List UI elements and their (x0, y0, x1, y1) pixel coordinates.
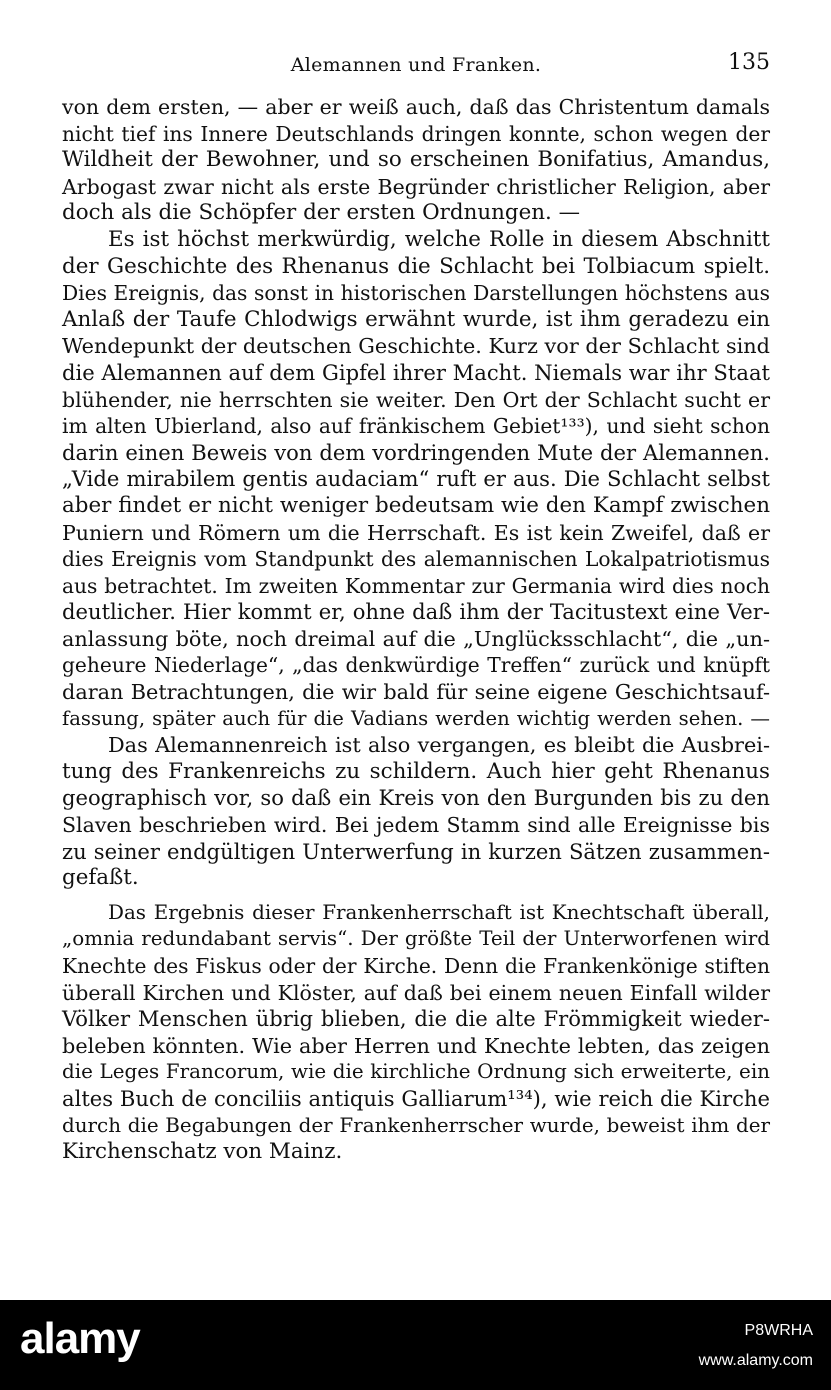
text-line: „Vide mirabilem gentis audaciam“ ruft er aus. Die Schlacht selbst (62, 466, 770, 492)
text-line: Arbogast zwar nicht als erste Begründer christlicher Religion, aber (62, 174, 770, 199)
text-line: doch als die Schöpfer der ersten Ordnungen. — (62, 200, 581, 226)
watermark-url: www.alamy.com (698, 1352, 813, 1369)
text-line: Es ist höchst merkwürdig, welche Rolle in diesem Abschnitt (108, 226, 770, 252)
text-line: im alten Ubierland, also auf fränkischem Gebiet¹³³), und sieht schon (62, 414, 770, 439)
text-line: Slaven beschrieben wird. Bei jedem Stamm sind alle Ereignisse bis (62, 813, 770, 838)
text-line: geographisch vor, so daß ein Kreis von den Burgunden bis zu den (62, 785, 770, 811)
text-line: „omnia redundabant servis“. Der größte Teil der Unterworfenen wird (62, 927, 770, 951)
text-line: beleben könnten. Wie aber Herren und Knechte lebten, das zeigen (62, 1033, 770, 1058)
text-line: Knechte des Fiskus oder der Kirche. Denn die Frankenkönige stiften (62, 954, 770, 978)
text-line: altes Buch de conciliis antiquis Galliarum¹³⁴), wie reich die Kirche (62, 1085, 770, 1111)
text-line: aus betrachtet. Im zweiten Kommentar zur Germania wird dies noch (62, 573, 770, 598)
text-line: fassung, später auch für die Vadians werden wichtig werden sehen. — (62, 706, 770, 730)
page-header (62, 50, 770, 80)
text-line: darin einen Beweis von dem vordringenden Mute der Alemannen. (62, 439, 770, 465)
page-number: 135 (728, 50, 770, 75)
text-line: Anlaß der Taufe Chlodwigs erwähnt wurde, ist ihm geradezu ein (62, 306, 770, 332)
text-line: Dies Ereignis, das sonst in historischen Darstellungen höchstens aus (62, 281, 770, 306)
running-head: Alemannen und Franken. (290, 54, 542, 76)
body-text (62, 94, 770, 1166)
text-line: Wendepunkt der deutschen Geschichte. Kurz vor der Schlacht sind (62, 334, 770, 359)
text-line: tung des Frankenreichs zu schildern. Auch hier geht Rhenanus (62, 758, 770, 784)
text-line: gefaßt. (62, 865, 139, 891)
text-line: geheure Niederlage“, „das denkwürdige Treffen“ zurück und knüpft (62, 653, 770, 678)
text-line: zu seiner endgültigen Unterwerfung in kurzen Sätzen zusammen- (62, 838, 770, 864)
text-line: die Leges Francorum, wie die kirchliche Ordnung sich erweiterte, ein (62, 1060, 770, 1084)
text-line: der Geschichte des Rhenanus die Schlacht bei Tolbiacum spielt. (62, 253, 770, 279)
text-line: durch die Begabungen der Frankenherrscher wurde, beweist ihm der (62, 1113, 770, 1137)
text-line: aber findet er nicht weniger bedeutsam wie den Kampf zwischen (62, 492, 770, 518)
text-line: daran Betrachtungen, die wir bald für seine eigene Geschichtsauf- (62, 680, 770, 705)
text-line: blühender, nie herrschten sie weiter. Den Ort der Schlacht sucht er (62, 387, 770, 412)
text-line: Völker Menschen übrig blieben, die die alte Frömmigkeit wieder- (62, 1006, 770, 1032)
text-line: dies Ereignis vom Standpunkt des alemannischen Lokalpatriotismus (62, 547, 770, 572)
text-line: deutlicher. Hier kommt er, ohne daß ihm der Tacitustext eine Ver- (62, 599, 770, 625)
text-line: nicht tief ins Innere Deutschlands dringen konnte, schon wegen der (62, 121, 770, 146)
watermark-image-id: P8WRHA (744, 1322, 813, 1339)
text-line: Wildheit der Bewohner, und so erscheinen Bonifatius, Amandus, (62, 147, 770, 173)
text-line: Das Ergebnis dieser Frankenherrschaft ist Knechtschaft überall, (108, 900, 770, 924)
text-line: Puniern und Römern um die Herrschaft. Es ist kein Zweifel, daß er (62, 520, 770, 545)
text-line: Kirchenschatz von Mainz. (62, 1139, 343, 1165)
text-line: Das Alemannenreich ist also vergangen, es bleibt die Ausbrei- (108, 733, 770, 758)
watermark-logo: alamy (20, 1314, 140, 1363)
text-line: überall Kirchen und Klöster, auf daß bei einem neuen Einfall wilder (62, 980, 770, 1005)
watermark-banner (0, 1300, 831, 1390)
text-line: anlassung böte, noch dreimal auf die „Unglücksschlacht“, die „un- (62, 626, 770, 651)
text-line: von dem ersten, — aber er weiß auch, daß das Christentum damals (62, 95, 770, 119)
text-line: die Alemannen auf dem Gipfel ihrer Macht. Niemals war ihr Staat (62, 359, 770, 385)
